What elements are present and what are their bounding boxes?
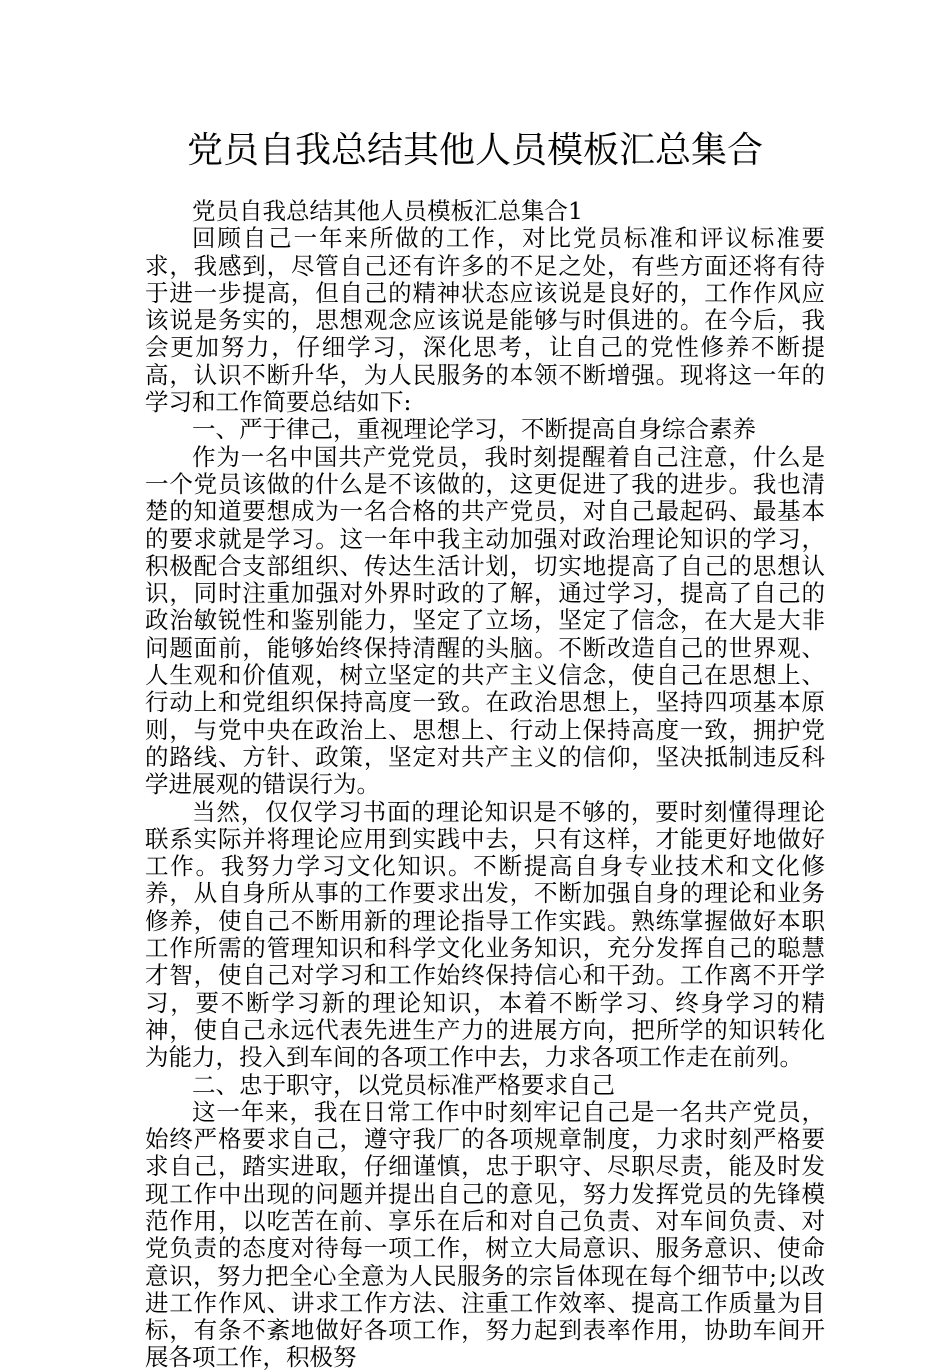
body-paragraph: 作为一名中国共产党党员，我时刻提醒着自己注意，什么是一个党员该做的什么是不该做的，这更促进了我的进步。我也清楚的知道要想成为一名合格的共产党员，对自己最起码、最基本的要求就是学习。这一年中我主动加强对政治理论知识的学习，积极配合支部组织、传达生活计划，切实地提高了自己的思想认识，同时注重加强对外界时政的了解，通过学习，提高了自己的政治敏锐性和鉴别能力，坚定了立场，坚定了信念，在大是大非问题面前，能够始终保持清醒的头脑。不断改造自己的世界观、人生观和价值观，树立坚定的共产主义信念，使自己在思想上、行动上和党组织保持高度一致。在政治思想上，坚持四项基本原则，与党中央在政治上、思想上、行动上保持高度一致，拥护党的路线、方针、政策，坚定对共产主义的信仰，坚决抵制违反科学进展观的错误行为。: [145, 442, 825, 799]
body-paragraph: 回顾自己一年来所做的工作，对比党员标准和评议标准要求，我感到，尽管自己还有许多的不足之处，有些方面还将有待于进一步提高，但自己的精神状态应该说是良好的，工作作风应该说是务实的，思想观念应该说是能够与时俱进的。在今后，我会更加努力，仔细学习，深化思考，让自己的党性修养不断提高，认识不断升华，为人民服务的本领不断增强。现将这一年的学习和工作简要总结如下:: [145, 224, 825, 417]
body-paragraph: 当然，仅仅学习书面的理论知识是不够的，要时刻懂得理论联系实际并将理论应用到实践中去，只有这样，才能更好地做好工作。我努力学习文化知识。不断提高自身专业技术和文化修养，从自身所从事的工作要求出发，不断加强自身的理论和业务修养，使自己不断用新的理论指导工作实践。熟练掌握做好本职工作所需的管理知识和科学文化业务知识，充分发挥自己的聪慧才智，使自己对学习和工作始终保持信心和干劲。工作离不开学习，要不断学习新的理论知识，本着不断学习、终身学习的精神，使自己永远代表先进生产力的进展方向，把所学的知识转化为能力，投入到车间的各项工作中去，力求各项工作走在前列。: [145, 797, 825, 1072]
document-title: 党员自我总结其他人员模板汇总集合: [186, 130, 763, 171]
document-body: [145, 198, 825, 1372]
section-heading: 党员自我总结其他人员模板汇总集合1: [192, 197, 583, 225]
body-paragraph: 这一年来，我在日常工作中时刻牢记自己是一名共产党员，始终严格要求自己，遵守我厂的各项规章制度，力求时刻严格要求自己，踏实进取，仔细谨慎，忠于职守、尽职尽责，能及时发现工作中出现的问题并提出自己的意见，努力发挥党员的先锋模范作用，以吃苦在前、享乐在后和对自己负责、对车间负责、对党负责的态度对待每一项工作，树立大局意识、服务意识、使命意识，努力把全心全意为人民服务的宗旨体现在每个细节中;以改进工作作风、讲求工作方法、注重工作效率、提高工作质量为目标，有条不紊地做好各项工作，努力起到表率作用，协助车间开展各项工作，积极努: [145, 1097, 825, 1372]
section-heading: 二、忠于职守，以党员标准严格要求自己: [192, 1070, 615, 1099]
section-heading: 一、严于律己，重视理论学习，不断提高自身综合素养: [192, 415, 756, 444]
